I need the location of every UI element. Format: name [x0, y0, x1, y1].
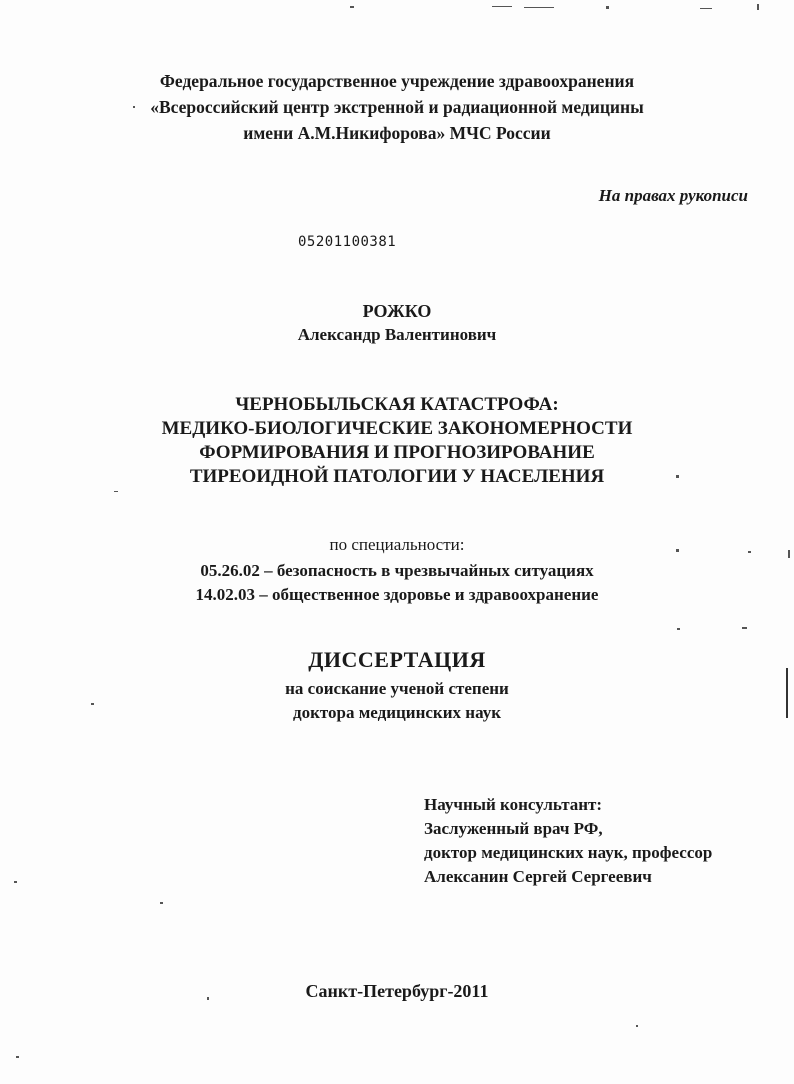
specialty-item: 14.02.03 – общественное здоровье и здравоохранение	[195, 585, 599, 604]
degree-line: на соискание ученой степени	[285, 679, 509, 698]
consultant-honor: Заслуженный врач РФ,	[424, 819, 603, 838]
consultant-rank: доктор медицинских наук, профессор	[424, 843, 713, 862]
institution-line: «Всероссийский центр экстренной и радиационной медицины	[150, 97, 644, 117]
specialty-lead: по специальности:	[329, 535, 465, 554]
consultant-label: Научный консультант:	[424, 795, 603, 814]
scan-speck	[524, 7, 554, 8]
scan-speck	[160, 902, 163, 904]
document-type: ДИССЕРТАЦИЯ	[308, 647, 486, 672]
scan-speck	[700, 8, 712, 9]
scan-speck	[16, 1056, 19, 1058]
degree-line: доктора медицинских наук	[292, 703, 502, 722]
specialty-list	[0, 559, 794, 607]
manuscript-note: На правах рукописи	[598, 186, 748, 205]
specialty-item: 05.26.02 – безопасность в чрезвычайных ситуациях	[200, 561, 594, 580]
scan-speck	[492, 6, 512, 7]
registry-code: 05201100381	[298, 234, 397, 250]
institution-header	[0, 68, 794, 146]
scan-speck	[114, 491, 118, 492]
title-line: ФОРМИРОВАНИЯ И ПРОГНОЗИРОВАНИЕ	[199, 442, 595, 463]
title-line: ЧЕРНОБЫЛЬСКАЯ КАТАСТРОФА:	[235, 394, 559, 415]
scan-speck	[350, 6, 354, 8]
scan-speck	[677, 628, 680, 630]
place-year: Санкт-Петербург-2011	[305, 981, 489, 1001]
institution-line: имени А.М.Никифорова» МЧС России	[243, 123, 551, 143]
title-line: ТИРЕОИДНОЙ ПАТОЛОГИИ У НАСЕЛЕНИЯ	[189, 466, 605, 487]
scan-speck	[742, 627, 747, 629]
scan-speck	[636, 1025, 638, 1027]
author-surname: РОЖКО	[362, 301, 432, 321]
scan-speck	[14, 881, 17, 883]
title-line: МЕДИКО-БИОЛОГИЧЕСКИЕ ЗАКОНОМЕРНОСТИ	[161, 418, 633, 439]
scan-speck	[606, 6, 609, 9]
institution-line: Федеральное государственное учреждение здравоохранения	[159, 71, 635, 91]
consultant-block	[424, 793, 712, 889]
degree-statement	[0, 677, 794, 725]
dissertation-title	[0, 393, 794, 489]
author-given-names: Александр Валентинович	[297, 325, 497, 344]
scan-speck	[757, 4, 759, 10]
consultant-name: Алексанин Сергей Сергеевич	[424, 867, 652, 886]
